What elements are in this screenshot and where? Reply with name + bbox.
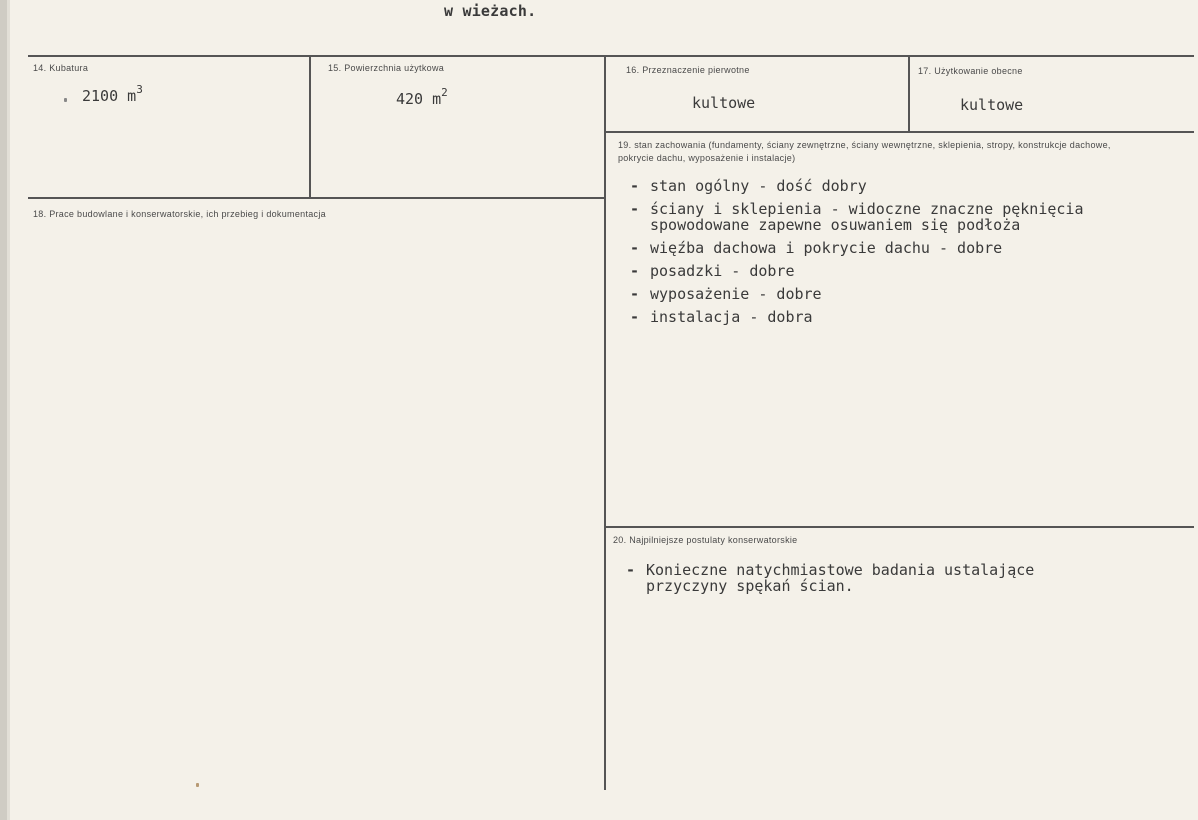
page-edge xyxy=(0,0,7,820)
original-purpose-value: kultowe xyxy=(692,94,756,112)
field-19-label: 19. stan zachowania (fundamenty, ściany zewnętrzne, ściany wewnętrzne, sklepienia, stropy, konstrukcje dachowe, pokrycie dachu, wyposażenie i instalacje) xyxy=(618,140,1111,163)
condition-roof: więźba dachowa i pokrycie dachu - dobre xyxy=(650,239,1003,257)
list-item: - więźba dachowa i pokrycie dachu - dobre xyxy=(630,239,1003,257)
ink-speck xyxy=(196,783,199,787)
list-item: - wyposażenie - dobre xyxy=(630,285,822,303)
condition-floors: posadzki - dobre xyxy=(650,262,795,280)
usable-area-value: 420 m xyxy=(396,90,442,108)
rule-below-16-17 xyxy=(606,131,1194,133)
ink-speck xyxy=(64,98,67,102)
rule-below-14-15 xyxy=(28,197,606,199)
field-15-label: 15. Powierzchnia użytkowa xyxy=(328,63,445,73)
cubature-unit-exponent: 3 xyxy=(136,83,143,96)
list-item: - posadzki - dobre xyxy=(630,262,795,280)
condition-list xyxy=(630,178,1083,332)
current-use-value: kultowe xyxy=(960,96,1024,114)
list-item: - instalacja - dobra xyxy=(630,308,813,326)
field-15-value xyxy=(396,86,448,108)
rule-below-19 xyxy=(606,526,1194,528)
divider-16-17 xyxy=(908,56,910,132)
postulate-item: Konieczne natychmiastowe badania ustalające przyczyny spękań ścian. xyxy=(646,561,1035,595)
page-edge-shadow xyxy=(7,0,10,820)
field-16-label: 16. Przeznaczenie pierwotne xyxy=(626,65,750,75)
condition-installations: instalacja - dobra xyxy=(650,308,813,326)
previous-section-text: w wieżach. xyxy=(444,2,537,20)
postulates-list xyxy=(626,562,1034,601)
list-item: - stan ogólny - dość dobry xyxy=(630,177,867,195)
field-14-value xyxy=(82,83,143,105)
usable-area-unit-exponent: 2 xyxy=(441,86,448,99)
field-17-label: 17. Użytkowanie obecne xyxy=(918,66,1023,76)
field-20-label: 20. Najpilniejsze postulaty konserwatorskie xyxy=(613,535,798,545)
condition-walls-vaults: ściany i sklepienia - widoczne znaczne pęknięcia spowodowane zapewne osuwaniem się podłoża xyxy=(650,200,1084,234)
list-item: - Konieczne natychmiastowe badania ustalające przyczyny spękań ścian. xyxy=(626,561,1035,595)
list-item: - ściany i sklepienia - widoczne znaczne pęknięcia spowodowane zapewne osuwaniem się podłoża xyxy=(630,200,1084,234)
form-top-rule xyxy=(28,55,1194,57)
cubature-value: 2100 m xyxy=(82,87,137,105)
field-18-label: 18. Prace budowlane i konserwatorskie, ich przebieg i dokumentacja xyxy=(33,209,326,219)
divider-left-right xyxy=(604,56,606,790)
condition-furnishings: wyposażenie - dobre xyxy=(650,285,822,303)
field-14-label: 14. Kubatura xyxy=(33,63,89,73)
divider-14-15 xyxy=(309,56,311,198)
condition-general: stan ogólny - dość dobry xyxy=(650,177,867,195)
